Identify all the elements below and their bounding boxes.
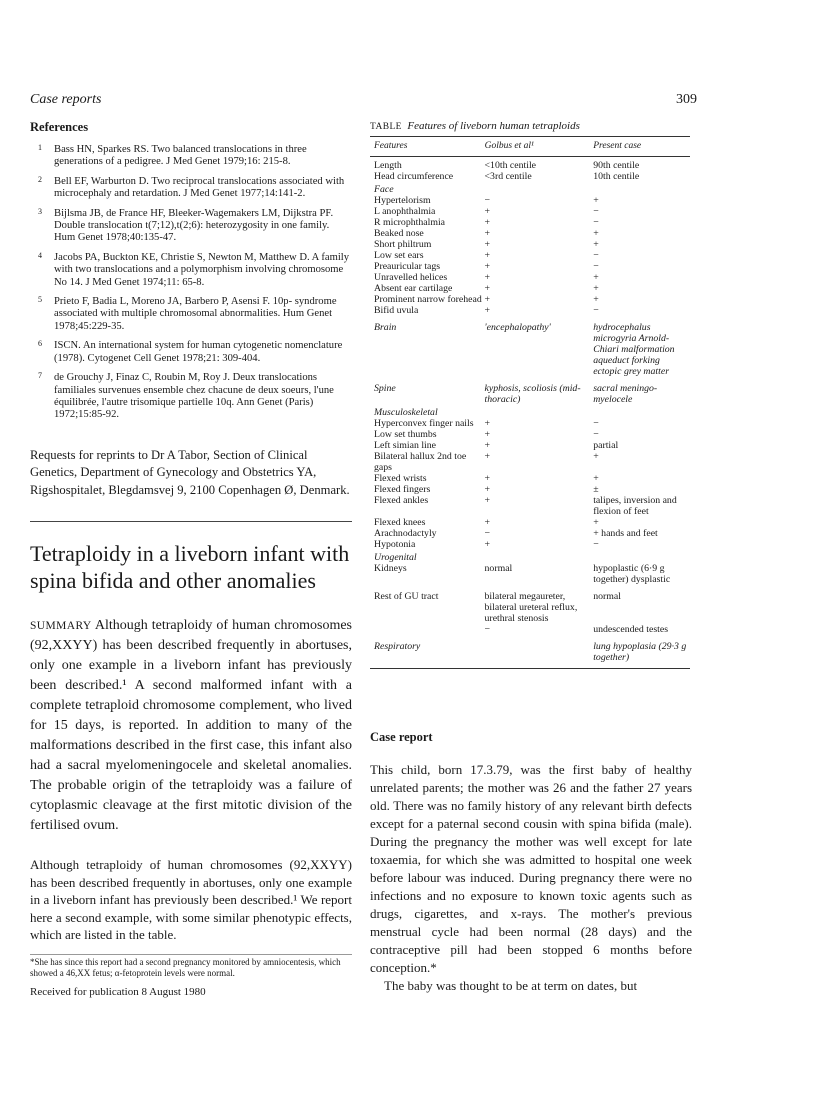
golbus-cell: kyphosis, scoliosis (mid-thoracic): [484, 383, 581, 405]
present-case-cell: +: [593, 473, 599, 484]
present-case-cell: +: [593, 195, 599, 206]
golbus-cell: −: [484, 528, 491, 539]
present-case-cell: ±: [593, 484, 599, 495]
received-date: Received for publication 8 August 1980: [30, 985, 206, 998]
golbus-cell: bilateral megaureter, bilateral ureteral reflux, urethral stenosis: [484, 591, 578, 624]
present-case-cell: +: [593, 294, 599, 305]
reference-item: [30, 340, 352, 365]
table-row: [370, 539, 690, 550]
reference-item: [30, 144, 352, 169]
golbus-cell: [485, 405, 594, 418]
golbus-cell: +: [484, 495, 491, 506]
table-row: [370, 283, 690, 294]
table-row: [370, 250, 690, 261]
present-case-cell: +: [593, 272, 599, 283]
golbus-cell: +: [484, 217, 491, 228]
feature-cell: Absent ear cartilage: [374, 283, 453, 294]
reference-item: [30, 252, 352, 289]
golbus-cell: [485, 182, 594, 195]
reference-number: 2: [38, 174, 42, 184]
table-row: [370, 182, 690, 195]
left-column: [30, 120, 352, 998]
feature-cell: Flexed knees: [374, 517, 426, 528]
feature-cell: Preauricular tags: [374, 261, 441, 272]
feature-cell: L anophthalmia: [374, 206, 436, 217]
golbus-cell: +: [484, 239, 491, 250]
present-case-cell: [593, 405, 690, 418]
present-case-cell: −: [593, 217, 599, 228]
section-divider: [30, 521, 352, 522]
table-caption: [370, 120, 690, 132]
golbus-cell: +: [484, 294, 491, 305]
golbus-cell: <3rd centile: [484, 171, 532, 182]
present-case-cell: −: [593, 250, 599, 261]
table-row: [370, 585, 690, 624]
table-row: [370, 405, 690, 418]
golbus-cell: 'encephalopathy': [484, 322, 551, 333]
features-table: [370, 120, 690, 669]
golbus-cell: +: [484, 250, 491, 261]
present-case-cell: 10th centile: [593, 171, 640, 182]
footnote: *She has since this report had a second pregnancy monitored by amniocentesis, which showed a 46,XX fetus; α-fetoprotein levels were normal.: [30, 954, 352, 979]
present-case-cell: hydrocephalus microgyria Arnold-Chiari malformation aqueduct forking ectopic grey matter: [593, 322, 675, 377]
table-row: [370, 473, 690, 484]
table-row: [370, 305, 690, 316]
present-case-cell: +: [593, 283, 599, 294]
feature-cell: Bilateral hallux 2nd toe gaps: [374, 451, 467, 473]
present-case-cell: undescended testes: [593, 624, 669, 635]
case-paragraph: This child, born 17.3.79, was the first baby of healthy unrelated parents; the mother was 26 and the father 27 years old. There was no family history of any relevant birth defects except for a paternal second cousin with spina bifida (male). During the pregnancy the mother was well except for late toxaemia, for which she was admitted to hospital one week before labour was induced. During pregnancy there were no infections and no exposure to known toxic agents such as drugs, cigarettes, and x-rays. The mother's previous menstrual cycle had been normal (28 days) and the contraceptive pill had been stopped 6 months before conception.*: [370, 762, 692, 975]
golbus-cell: +: [484, 517, 491, 528]
feature-cell: Beaked nose: [374, 228, 424, 239]
present-case-cell: sacral meningo-myelocele: [593, 383, 658, 405]
reference-text: de Grouchy J, Finaz C, Roubin M, Roy J. Deux translocations familiales survenues ensemble chez chacune de deux soeurs, l'une équilibrée, l'autre trisomique partielle 10q. Ann Genet (Paris) 1972;15:85-92.: [54, 372, 334, 421]
table-row: [370, 429, 690, 440]
present-case-cell: [593, 182, 690, 195]
golbus-cell: −: [484, 624, 491, 635]
table-row: [370, 495, 690, 517]
golbus-cell: [485, 550, 594, 563]
reference-number: 3: [38, 206, 42, 216]
feature-cell: Prominent narrow forehead: [374, 294, 482, 305]
golbus-cell: [485, 635, 594, 663]
summary-text: Although tetraploidy of human chromosomes (92,XXYY) has been described frequently in abortuses, only one example in a liveborn infant has previously been described.¹ A second malformed infant with a complete tetraploid chromosome complement, who lived for 15 days, is reported. In addition to many of the malformations described in the first case, this infant also had a sacral myelomeningocele and skeletal anomalies. The probable origin of the tetraploidy was a failure of cytoplasmic cleavage at the first mitotic division of the fertilised ovum.: [30, 618, 352, 834]
present-case-cell: −: [593, 305, 599, 316]
present-case-cell: +: [593, 228, 599, 239]
case-paragraph: The baby was thought to be at term on dates, but: [384, 978, 638, 993]
golbus-cell: +: [484, 206, 491, 217]
feature-cell: Musculoskeletal: [374, 407, 438, 418]
table-row: [370, 160, 690, 171]
golbus-cell: +: [484, 418, 491, 429]
present-case-cell: hypoplastic (6·9 g together) dysplastic: [593, 563, 671, 585]
references-heading: References: [30, 120, 89, 134]
present-case-cell: −: [593, 418, 599, 429]
feature-cell: Short philtrum: [374, 239, 432, 250]
feature-cell: Flexed fingers: [374, 484, 431, 495]
feature-cell: Flexed wrists: [374, 473, 427, 484]
page-number: 309: [676, 92, 697, 107]
golbus-cell: +: [484, 228, 491, 239]
golbus-cell: −: [484, 195, 491, 206]
references-list: [30, 144, 352, 422]
feature-cell: Hypotonia: [374, 539, 416, 550]
feature-cell: Hyperconvex finger nails: [374, 418, 474, 429]
table-row: [370, 451, 690, 473]
table-row: [370, 635, 690, 663]
feature-cell: Hypertelorism: [374, 195, 431, 206]
present-case-cell: −: [593, 206, 599, 217]
feature-cell: Length: [374, 160, 402, 171]
reference-item: [30, 176, 352, 201]
case-report-text: [370, 761, 692, 995]
feature-cell: Rest of GU tract: [374, 591, 439, 602]
feature-cell: Urogenital: [374, 552, 417, 563]
table-row: [370, 171, 690, 182]
table-row: [370, 217, 690, 228]
table-caption-text: Features of liveborn human tetraploids: [407, 120, 580, 132]
table-row: [370, 261, 690, 272]
reference-text: Jacobs PA, Buckton KE, Christie S, Newton M, Matthew D. A family with two translocations and a polymorphism involving chromosome No 14. J Med Genet 1974;11: 65-8.: [54, 251, 350, 288]
reference-text: Bell EF, Warburton D. Two reciprocal translocations associated with microcephaly and retardation. J Med Genet 1977;14:141-2.: [54, 175, 345, 200]
present-case-cell: −: [593, 261, 599, 272]
feature-cell: Low set thumbs: [374, 429, 437, 440]
golbus-cell: +: [484, 451, 491, 462]
present-case-cell: −: [593, 539, 599, 550]
feature-cell: [370, 624, 485, 635]
table-row: [370, 528, 690, 539]
golbus-cell: <10th centile: [484, 160, 537, 171]
header-features: Features: [374, 141, 408, 151]
table-bottom-rule: [370, 668, 690, 669]
present-case-cell: + hands and feet: [593, 528, 658, 539]
feature-cell: Face: [374, 184, 394, 195]
present-case-cell: −: [593, 429, 599, 440]
feature-cell: Respiratory: [374, 641, 421, 652]
feature-cell: Spine: [374, 383, 396, 394]
table-row: [370, 239, 690, 250]
golbus-cell: +: [484, 539, 491, 550]
golbus-cell: +: [484, 473, 491, 484]
feature-cell: Arachnodactyly: [374, 528, 437, 539]
present-case-cell: [593, 550, 690, 563]
table-row: [370, 228, 690, 239]
present-case-cell: normal: [593, 591, 621, 602]
present-case-cell: partial: [593, 440, 619, 451]
table-row: [370, 624, 690, 635]
present-case-cell: talipes, inversion and flexion of feet: [593, 495, 677, 517]
feature-cell: Left simian line: [374, 440, 437, 451]
golbus-cell: +: [484, 261, 491, 272]
article-summary: [30, 616, 352, 836]
table-row: [370, 316, 690, 377]
reference-number: 5: [38, 295, 42, 305]
table-row: [370, 563, 690, 585]
table-row: [370, 294, 690, 305]
reference-number: 7: [38, 371, 42, 381]
table-row: [370, 377, 690, 405]
feature-cell: Flexed ankles: [374, 495, 429, 506]
reference-number: 4: [38, 250, 42, 260]
article-title: Tetraploidy in a liveborn infant with spina bifida and other anomalies: [30, 541, 350, 594]
table-row: [370, 418, 690, 429]
reference-number: 1: [38, 143, 42, 152]
reference-item: [30, 208, 352, 245]
feature-cell: Bifid uvula: [374, 305, 419, 316]
golbus-cell: +: [484, 484, 491, 495]
running-header-section: Case reports: [30, 92, 102, 107]
table-row: [370, 550, 690, 563]
table-row: [370, 206, 690, 217]
case-report-section: [370, 730, 692, 995]
feature-cell: Low set ears: [374, 250, 424, 261]
header-present-case: Present case: [593, 141, 642, 151]
reference-text: ISCN. An international system for human cytogenetic nomenclature (1978). Cytogenet Cell Genet 1978;21: 309-404.: [54, 340, 343, 364]
table-row: [370, 517, 690, 528]
reprint-request: Requests for reprints to Dr A Tabor, Section of Clinical Genetics, Department of Gynecology and Obstetrics YA, Rigshospitalet, Blegdamsvej 9, 2100 Copenhagen Ø, Denmark.: [30, 447, 350, 497]
feature-cell: Kidneys: [374, 563, 407, 574]
table-row: [370, 195, 690, 206]
reference-item: [30, 296, 352, 333]
golbus-cell: +: [484, 272, 491, 283]
feature-cell: R microphthalmia: [374, 217, 446, 228]
reference-number: 6: [38, 339, 42, 349]
golbus-cell: +: [484, 283, 491, 294]
present-case-cell: +: [593, 517, 599, 528]
feature-cell: Unravelled helices: [374, 272, 448, 283]
present-case-cell: +: [593, 239, 599, 250]
present-case-cell: 90th centile: [593, 160, 640, 171]
summary-label: SUMMARY: [30, 620, 92, 633]
table-row: [370, 440, 690, 451]
features-table-body: [370, 160, 690, 663]
feature-cell: Brain: [374, 322, 397, 333]
golbus-cell: +: [484, 429, 491, 440]
present-case-cell: lung hypoplasia (29·3 g together): [593, 641, 687, 663]
present-case-cell: +: [593, 451, 599, 462]
feature-cell: Head circumference: [374, 171, 454, 182]
header-golbus: Golbus et al¹: [484, 141, 534, 151]
table-row: [370, 272, 690, 283]
reference-text: Prieto F, Badia L, Moreno JA, Barbero P, Asensi F. 10p- syndrome associated with multiple chromosomal abnormalities. Hum Genet 1978;45:229-35.: [54, 296, 337, 332]
reference-text: Bass HN, Sparkes RS. Two balanced translocations in three generations of a pedigree. J Med Genet 1979;16: 215-8.: [54, 144, 307, 168]
table-row: [370, 484, 690, 495]
golbus-cell: normal: [484, 563, 513, 574]
article-introduction: Although tetraploidy of human chromosomes (92,XXYY) has been described frequently in abortuses, only one example in a liveborn infant has previously been described.¹ We report here a second example, with some similar phenotypic effects, which are listed in the table.: [30, 857, 352, 943]
golbus-cell: +: [484, 305, 491, 316]
table-header-row: [370, 137, 690, 157]
reference-item: [30, 372, 352, 422]
table-label: TABLE: [370, 122, 402, 132]
case-report-heading: Case report: [370, 730, 433, 744]
reference-text: Bijlsma JB, de France HF, Bleeker-Wagemakers LM, Dijkstra PF. Double translocation t(7;12),t(2;6): heterozygosity in one family. Hum Genet 1978;40:135-47.: [54, 207, 334, 244]
golbus-cell: +: [484, 440, 491, 451]
